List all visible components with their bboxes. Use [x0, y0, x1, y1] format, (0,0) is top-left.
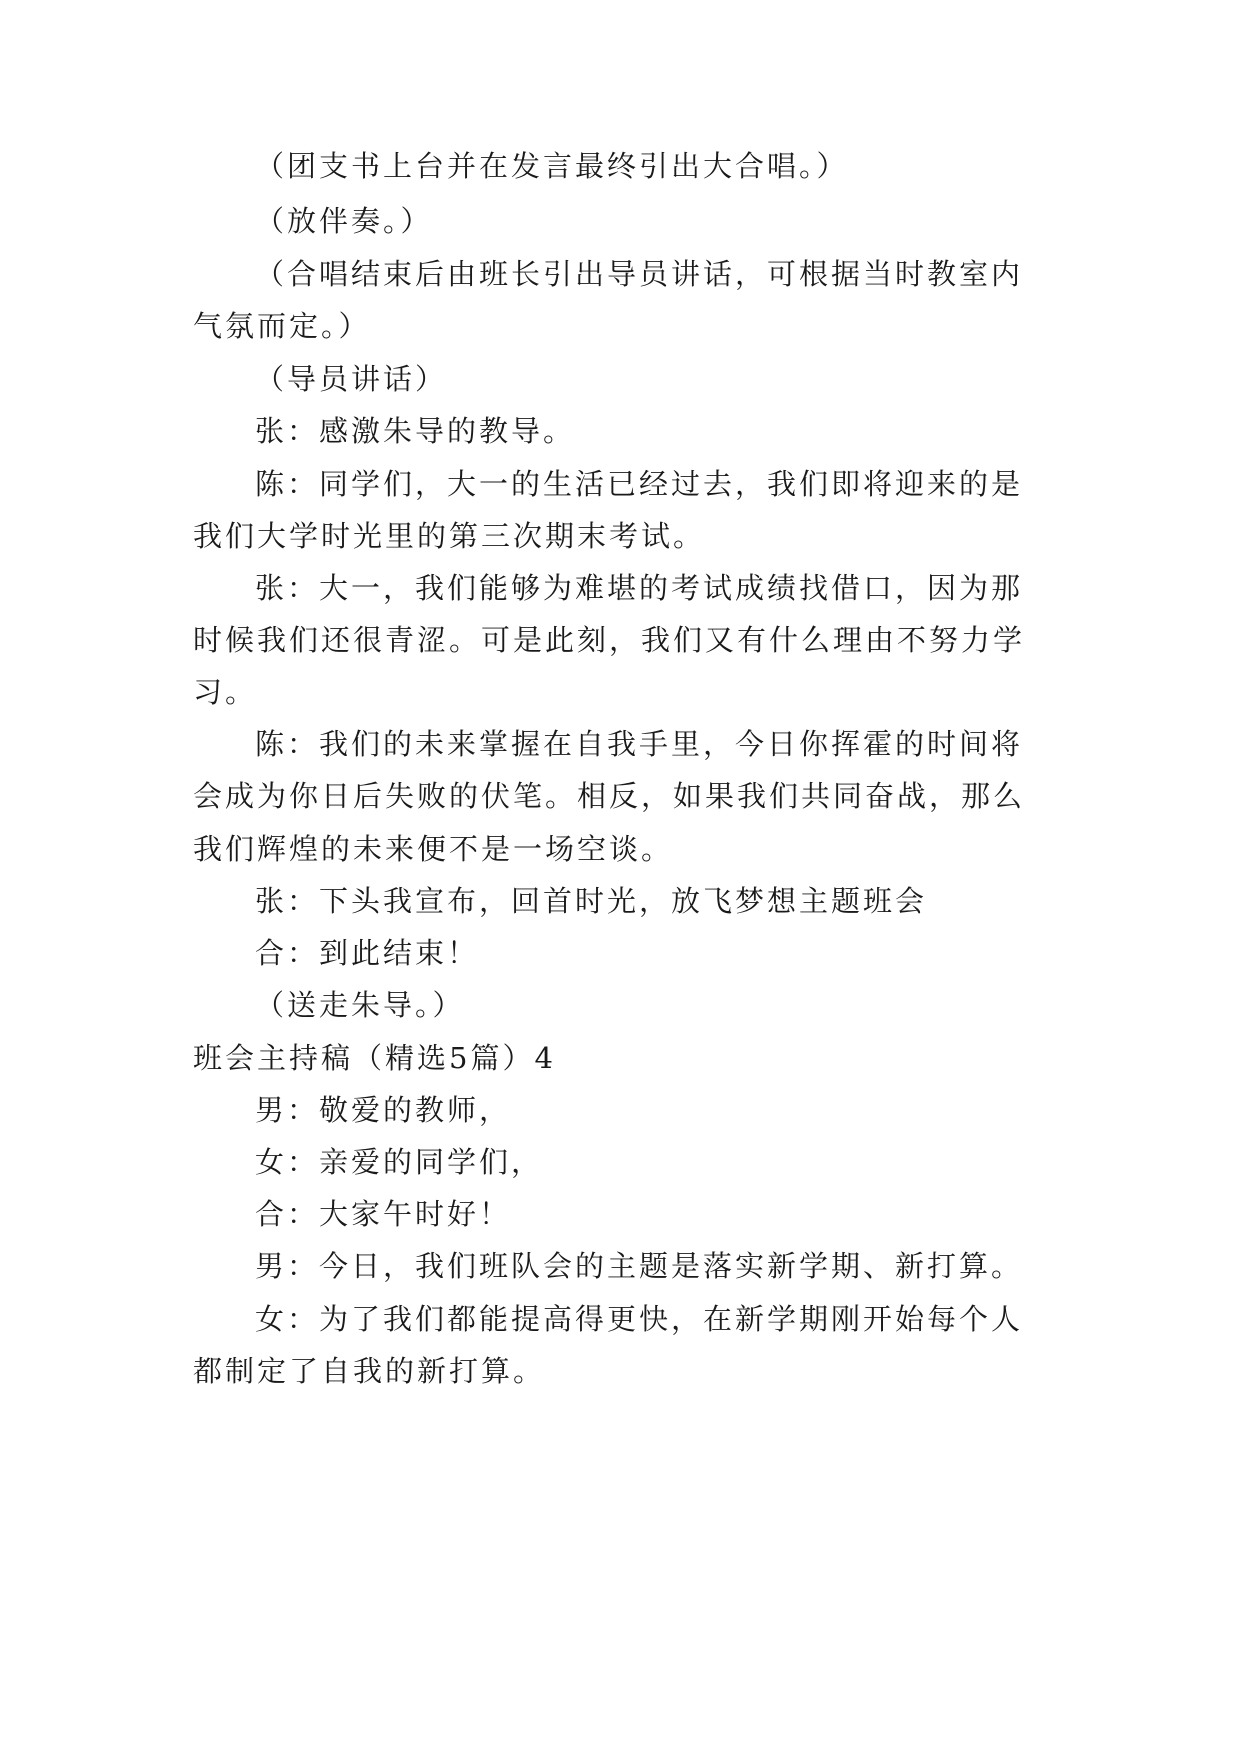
paragraph-line: 都制定了自我的新打算。	[193, 1354, 546, 1388]
paragraph-line: 男：今日，我们班队会的主题是落实新学期、新打算。	[255, 1249, 1024, 1283]
paragraph-line: 陈：同学们，大一的生活已经过去，我们即将迎来的是	[255, 467, 1024, 501]
paragraph-line: 气氛而定。）	[193, 309, 371, 343]
paragraph-line: 张：感激朱导的教导。	[255, 414, 576, 448]
paragraph-line: 男：敬爱的教师，	[255, 1093, 512, 1127]
paragraph-line: 我们大学时光里的第三次期末考试。	[193, 519, 706, 553]
paragraph-line: （导员讲话）	[255, 362, 448, 396]
paragraph-line: （放伴奏。）	[255, 204, 433, 238]
paragraph-line: 女：亲爱的同学们，	[255, 1145, 544, 1179]
paragraph-line: 时候我们还很青涩。可是此刻，我们又有什么理由不努力学	[193, 623, 1026, 657]
paragraph-line: 合：到此结束！	[255, 936, 480, 970]
paragraph-line: （团支书上台并在发言最终引出大合唱。）	[255, 149, 849, 183]
paragraph-line: 习。	[193, 675, 258, 709]
paragraph-line: 张：大一，我们能够为难堪的考试成绩找借口，因为那	[255, 571, 1024, 605]
paragraph-line: （送走朱导。）	[255, 988, 465, 1022]
paragraph-line: 我们辉煌的未来便不是一场空谈。	[193, 832, 674, 866]
paragraph-line: 女：为了我们都能提高得更快，在新学期刚开始每个人	[255, 1302, 1024, 1336]
section-heading: 班会主持稿（精选5篇）4	[193, 1041, 556, 1075]
paragraph-line: 张：下头我宣布，回首时光，放飞梦想主题班会	[255, 884, 928, 918]
paragraph-line: （合唱结束后由班长引出导员讲话，可根据当时教室内	[255, 257, 1024, 291]
paragraph-line: 会成为你日后失败的伏笔。相反，如果我们共同奋战，那么	[193, 779, 1026, 813]
paragraph-line: 陈：我们的未来掌握在自我手里，今日你挥霍的时间将	[255, 727, 1024, 761]
paragraph-line: 合：大家午时好！	[255, 1197, 512, 1231]
